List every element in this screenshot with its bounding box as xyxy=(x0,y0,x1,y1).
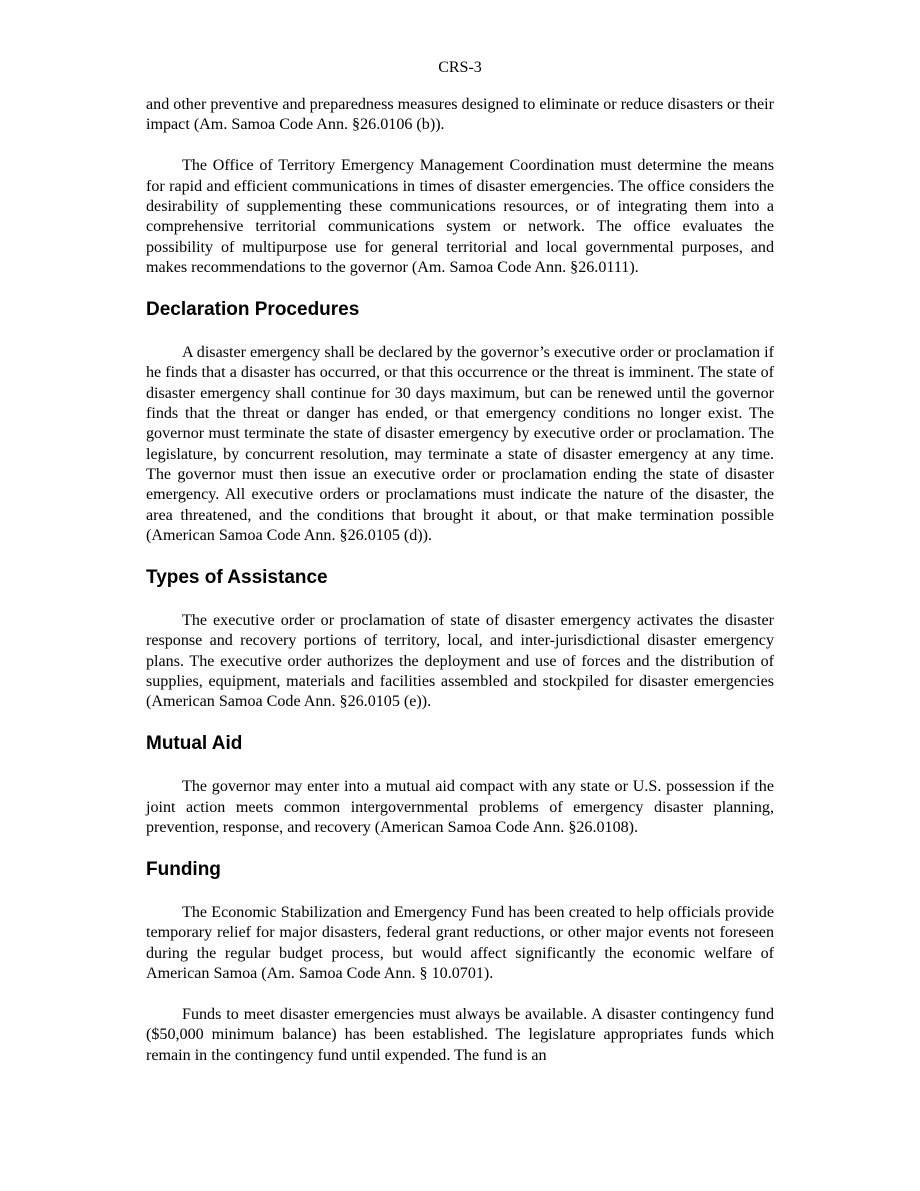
paragraph-funding-1: The Economic Stabilization and Emergency Fund has been created to help officials provide temporary relief for major disasters, federal grant reductions, or other major events not foreseen during the regular budget process, but would affect significantly the economic welfare of American Samoa (Am. Samoa Code Ann. § 10.0701). xyxy=(146,903,774,982)
document-page xyxy=(146,0,774,1191)
paragraph-continuation: and other preventive and preparedness measures designed to eliminate or reduce disasters or their impact (Am. Samoa Code Ann. §26.0106 (b)). xyxy=(146,96,774,134)
paragraph-declaration: A disaster emergency shall be declared by the governor’s executive order or proclamation if he finds that a disaster has occurred, or that this occurrence or the threat is imminent. The state of disaster emergency shall continue for 30 days maximum, but can be renewed until the governor finds that the threat or danger has ended, or that emergency conditions no longer exist. The governor must terminate the state of disaster emergency by executive order or proclamation. The legislature, by concurrent resolution, may terminate a state of disaster emergency at any time. The governor must then issue an executive order or proclamation ending the state of disaster emergency. All executive orders or proclamations must indicate the nature of the disaster, the area threatened, and the conditions that brought it about, or that make termination possible (American Samoa Code Ann. §26.0105 (d)). xyxy=(146,343,774,545)
paragraph-funding-2: Funds to meet disaster emergencies must always be available. A disaster contingency fund ($50,000 minimum balance) has been established. The legislature appropriates funds which remain in the contingency fund until expended. The fund is an xyxy=(146,1005,774,1064)
heading-types-of-assistance: Types of Assistance xyxy=(146,566,328,588)
heading-declaration-procedures: Declaration Procedures xyxy=(146,298,360,320)
document-body xyxy=(146,95,774,1087)
heading-mutual-aid: Mutual Aid xyxy=(146,733,243,755)
heading-funding: Funding xyxy=(146,858,221,880)
paragraph-mutual-aid: The governor may enter into a mutual aid compact with any state or U.S. possession if the joint action meets common intergovernmental problems of emergency disaster planning, prevention, response, and recovery (American Samoa Code Ann. §26.0108). xyxy=(146,778,774,836)
paragraph-communications: The Office of Territory Emergency Management Coordination must determine the means for rapid and efficient communications in times of disaster emergencies. The office considers the desirability of supplementing these communications resources, or of integrating them into a comprehensive territorial communications system or network. The office evaluates the possibility of multipurpose use for general territorial and local governmental purposes, and makes recommendations to the governor (Am. Samoa Code Ann. §26.0111). xyxy=(146,157,774,276)
paragraph-assistance: The executive order or proclamation of state of disaster emergency activates the disaster response and recovery portions of territory, local, and inter-jurisdictional disaster emergency plans. The executive order authorizes the deployment and use of forces and the distribution of supplies, equipment, materials and facilities assembled and stockpiled for disaster emergencies (American Samoa Code Ann. §26.0105 (e)). xyxy=(146,611,774,711)
page-number-header: CRS-3 xyxy=(438,59,482,76)
